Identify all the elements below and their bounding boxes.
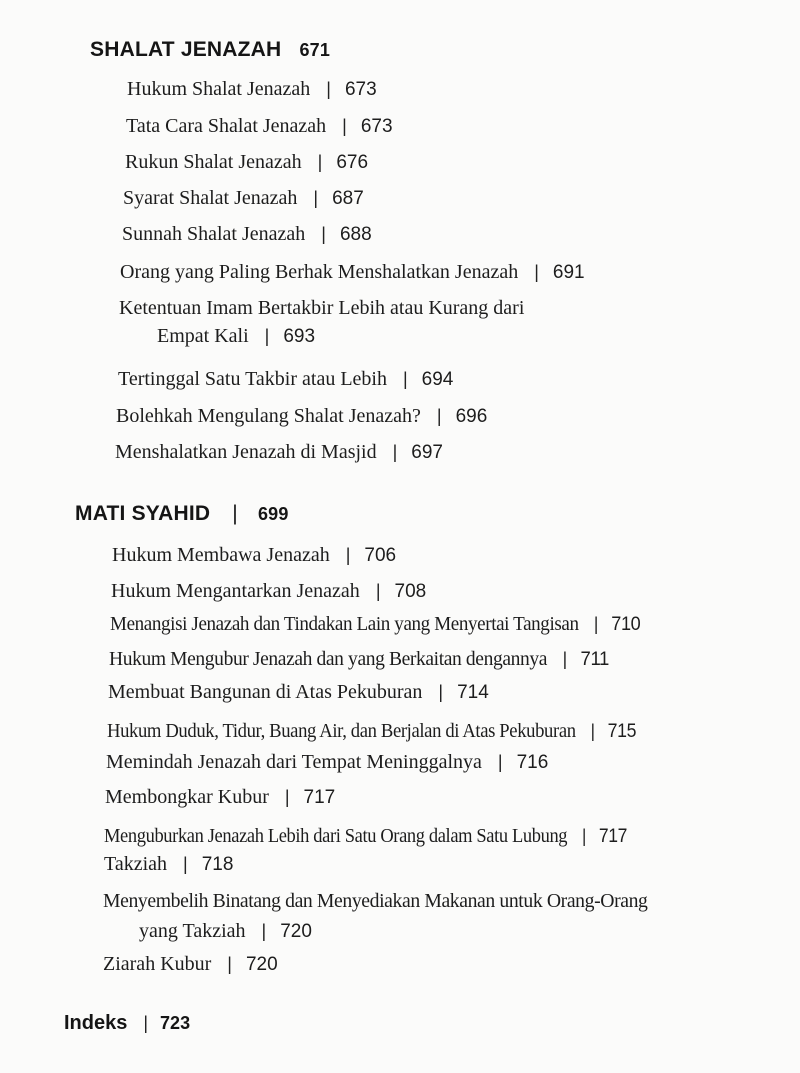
toc-entry — [104, 825, 627, 848]
entry-title: Tata Cara Shalat Jenazah — [126, 115, 327, 137]
entry-title-continuation: Empat Kali — [157, 325, 249, 347]
entry-page-number: 714 — [457, 682, 489, 703]
entry-page-number: 717 — [303, 787, 336, 808]
entry-separator: | — [264, 326, 270, 346]
toc-entry — [126, 115, 393, 138]
page-footer — [64, 1012, 190, 1035]
entry-separator: | — [326, 79, 331, 99]
entry-title: Bolehkah Mengulang Shalat Jenazah? — [116, 405, 421, 427]
entry-title: Hukum Membawa Jenazah — [112, 544, 330, 566]
toc-entry — [127, 78, 377, 101]
entry-title: Menguburkan Jenazah Lebih dari Satu Orang dalam Satu Lubung — [104, 825, 568, 847]
entry-separator: | — [261, 921, 267, 941]
entry-continuation-line — [103, 916, 656, 947]
entry-separator: | — [593, 614, 598, 634]
entry-separator: | — [317, 152, 323, 172]
entry-page-number: 715 — [607, 721, 637, 742]
entry-title: Syarat Shalat Jenazah — [123, 187, 298, 209]
entry-separator: | — [375, 581, 381, 601]
entry-page-number: 720 — [245, 954, 278, 975]
entry-separator: | — [313, 188, 319, 208]
entry-page-number: 693 — [283, 326, 316, 347]
entry-title: Orang yang Paling Berhak Menshalatkan Jenazah — [120, 261, 519, 283]
section-page-number: 699 — [257, 504, 289, 524]
entry-title: Hukum Mengubur Jenazah dan yang Berkaitan dengannya — [109, 648, 548, 670]
section-separator: | — [232, 502, 238, 525]
footer-label: Indeks — [64, 1012, 128, 1034]
entry-page-number: 708 — [394, 581, 427, 602]
entry-page-number: 696 — [455, 406, 488, 427]
entry-page-number: 694 — [421, 369, 454, 390]
section-title: SHALAT JENAZAH — [90, 38, 282, 61]
toc-entry — [105, 786, 335, 809]
toc-entry — [115, 441, 443, 464]
entry-page-number: 706 — [364, 545, 397, 566]
entry-page-number: 673 — [344, 79, 377, 100]
section-page-number: 671 — [299, 40, 331, 60]
entry-title: Ketentuan Imam Bertakbir Lebih atau Kurang dari — [119, 297, 525, 319]
entry-separator: | — [436, 406, 442, 426]
entry-title: Ziarah Kubur — [103, 953, 212, 975]
entry-page-number: 673 — [360, 116, 393, 137]
section-title: MATI SYAHID — [75, 502, 211, 525]
footer-separator: | — [143, 1013, 149, 1033]
entry-separator: | — [497, 752, 503, 772]
entry-title-continuation: yang Takziah — [139, 920, 246, 942]
footer-page-number: 723 — [160, 1013, 191, 1033]
toc-entry — [109, 648, 609, 671]
entry-title: Hukum Duduk, Tidur, Buang Air, dan Berjalan di Atas Pekuburan — [107, 720, 576, 742]
entry-page-number: 718 — [201, 854, 234, 875]
entry-separator: | — [562, 649, 567, 669]
entry-title: Membongkar Kubur — [105, 786, 269, 808]
entry-title: Rukun Shalat Jenazah — [125, 151, 302, 173]
entry-page-number: 720 — [280, 921, 312, 942]
entry-page-number: 691 — [552, 262, 585, 283]
entry-separator: | — [284, 787, 290, 807]
entry-page-number: 688 — [339, 224, 372, 245]
toc-entry — [103, 953, 278, 976]
toc-entry — [118, 368, 453, 391]
entry-title: Membuat Bangunan di Atas Pekuburan — [108, 681, 423, 703]
entry-title: Menshalatkan Jenazah di Masjid — [115, 441, 377, 463]
toc-entry — [116, 405, 487, 428]
toc-entry — [103, 886, 656, 947]
entry-title: Tertinggal Satu Takbir atau Lebih — [118, 368, 387, 390]
toc-entry — [110, 613, 640, 636]
entry-separator: | — [183, 854, 188, 874]
entry-title: Takziah — [104, 853, 168, 875]
entry-separator: | — [402, 369, 408, 389]
toc-entry — [104, 853, 233, 876]
toc-entry — [106, 751, 548, 774]
toc-entry — [112, 544, 396, 567]
section-heading — [90, 38, 330, 62]
toc-entry — [123, 187, 364, 210]
toc-entry — [125, 151, 368, 174]
toc-entry — [108, 681, 489, 704]
entry-title: Sunnah Shalat Jenazah — [122, 223, 306, 245]
entry-title: Hukum Shalat Jenazah — [127, 78, 311, 100]
entry-separator: | — [392, 442, 398, 462]
entry-page-number: 676 — [336, 152, 369, 173]
entry-separator: | — [534, 262, 539, 282]
entry-title: Memindah Jenazah dari Tempat Meninggalnya — [106, 751, 482, 773]
entry-separator: | — [345, 545, 351, 565]
entry-title: Hukum Mengantarkan Jenazah — [111, 580, 360, 602]
entry-page-number: 716 — [516, 752, 549, 773]
toc-entry — [119, 294, 524, 351]
entry-separator: | — [321, 224, 326, 244]
entry-separator: | — [590, 721, 595, 741]
entry-separator: | — [227, 954, 232, 974]
toc-entry — [107, 720, 636, 743]
entry-separator: | — [438, 682, 444, 702]
toc-entry — [111, 580, 426, 603]
entry-separator: | — [581, 826, 586, 846]
entry-page-number: 710 — [611, 614, 641, 635]
entry-page-number: 711 — [580, 649, 609, 670]
entry-continuation-line — [119, 322, 524, 351]
section-heading — [75, 502, 289, 526]
entry-separator: | — [342, 116, 347, 136]
entry-page-number: 697 — [411, 442, 443, 463]
entry-page-number: 687 — [332, 188, 364, 209]
entry-title: Menangisi Jenazah dan Tindakan Lain yang Menyertai Tangisan — [110, 613, 579, 635]
toc-entry — [122, 223, 372, 246]
entry-page-number: 717 — [598, 826, 627, 847]
toc-entry — [120, 261, 585, 284]
entry-title: Menyembelih Binatang dan Menyediakan Makanan untuk Orang-Orang — [103, 890, 648, 912]
